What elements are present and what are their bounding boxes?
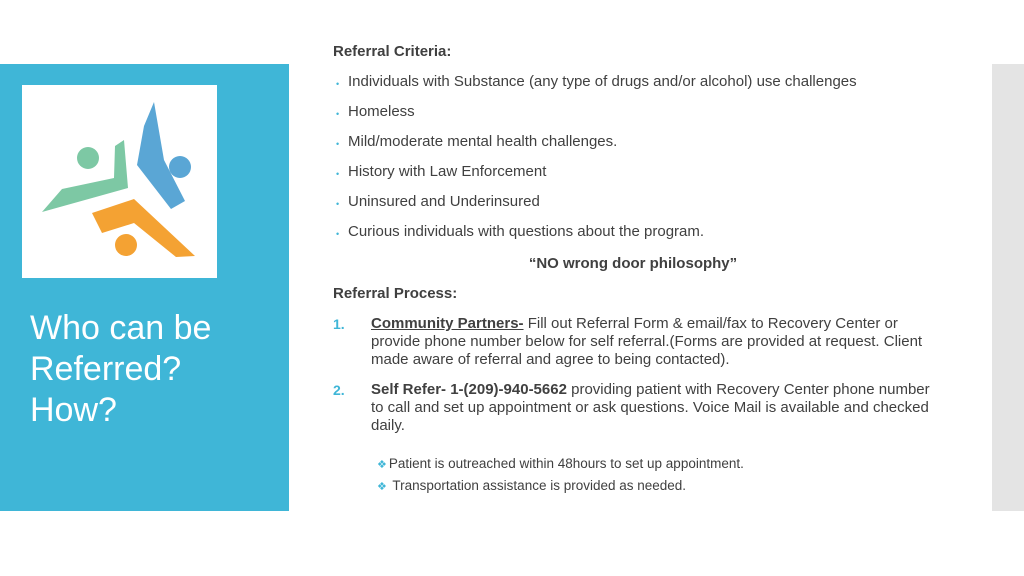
note-item — [377, 477, 933, 499]
diamond-bullet-icon: ❖ — [377, 481, 387, 493]
step-number: 2. — [333, 382, 345, 398]
criteria-text: History with Law Enforcement — [348, 163, 547, 180]
criteria-text: Uninsured and Underinsured — [348, 193, 540, 210]
list-item — [333, 193, 933, 223]
bullet-icon: • — [336, 229, 340, 239]
title-line: Referred? — [30, 350, 182, 388]
title-panel — [0, 64, 289, 511]
note-item — [377, 455, 933, 477]
step-text: Fill out Referral Form & email/fax to Recovery Center or provide phone number below for self referral.(Forms are provided at request. Client made aware of referral and agree to being contacted). — [371, 315, 923, 368]
bullet-icon: • — [336, 199, 340, 209]
bullet-icon: • — [336, 79, 340, 89]
list-item — [333, 163, 933, 193]
criteria-text: Curious individuals with questions about the program. — [348, 223, 705, 240]
list-item — [333, 133, 933, 163]
step-text: providing patient with Recovery Center phone number to call and set up appointment or ask questions. Voice Mail is available and checked daily. — [371, 381, 930, 434]
list-item — [333, 73, 933, 103]
bullet-icon: • — [336, 109, 340, 119]
criteria-text: Individuals with Substance (any type of drugs and/or alcohol) use challenges — [348, 73, 857, 90]
logo — [22, 85, 217, 278]
criteria-text: Homeless — [348, 103, 415, 120]
process-steps — [333, 315, 933, 435]
title-line: Who can be — [30, 309, 212, 347]
process-step — [333, 381, 933, 435]
notes-list — [333, 455, 933, 499]
step-label: Community Partners- — [371, 315, 524, 332]
philosophy-statement: “NO wrong door philosophy” — [528, 255, 738, 272]
list-item — [333, 223, 933, 253]
diamond-bullet-icon: ❖ — [377, 459, 387, 471]
process-step — [333, 315, 933, 369]
note-text: Transportation assistance is provided as needed. — [388, 478, 687, 493]
criteria-list — [333, 73, 933, 253]
list-item — [333, 103, 933, 133]
people-circle-logo-icon — [22, 85, 217, 278]
step-number: 1. — [333, 316, 345, 332]
criteria-text: Mild/moderate mental health challenges. — [348, 133, 618, 150]
bullet-icon: • — [336, 139, 340, 149]
slide-title — [30, 308, 280, 431]
step-label: Self Refer- 1-(209)-940-5662 — [371, 381, 567, 398]
note-text: Patient is outreached within 48hours to set up appointment. — [388, 456, 744, 471]
referral-process-heading: Referral Process: — [333, 285, 458, 302]
slide-content — [333, 43, 933, 499]
title-line: How? — [30, 391, 117, 429]
right-edge-strip — [992, 64, 1024, 511]
bullet-icon: • — [336, 169, 340, 179]
referral-criteria-heading: Referral Criteria: — [333, 43, 452, 60]
